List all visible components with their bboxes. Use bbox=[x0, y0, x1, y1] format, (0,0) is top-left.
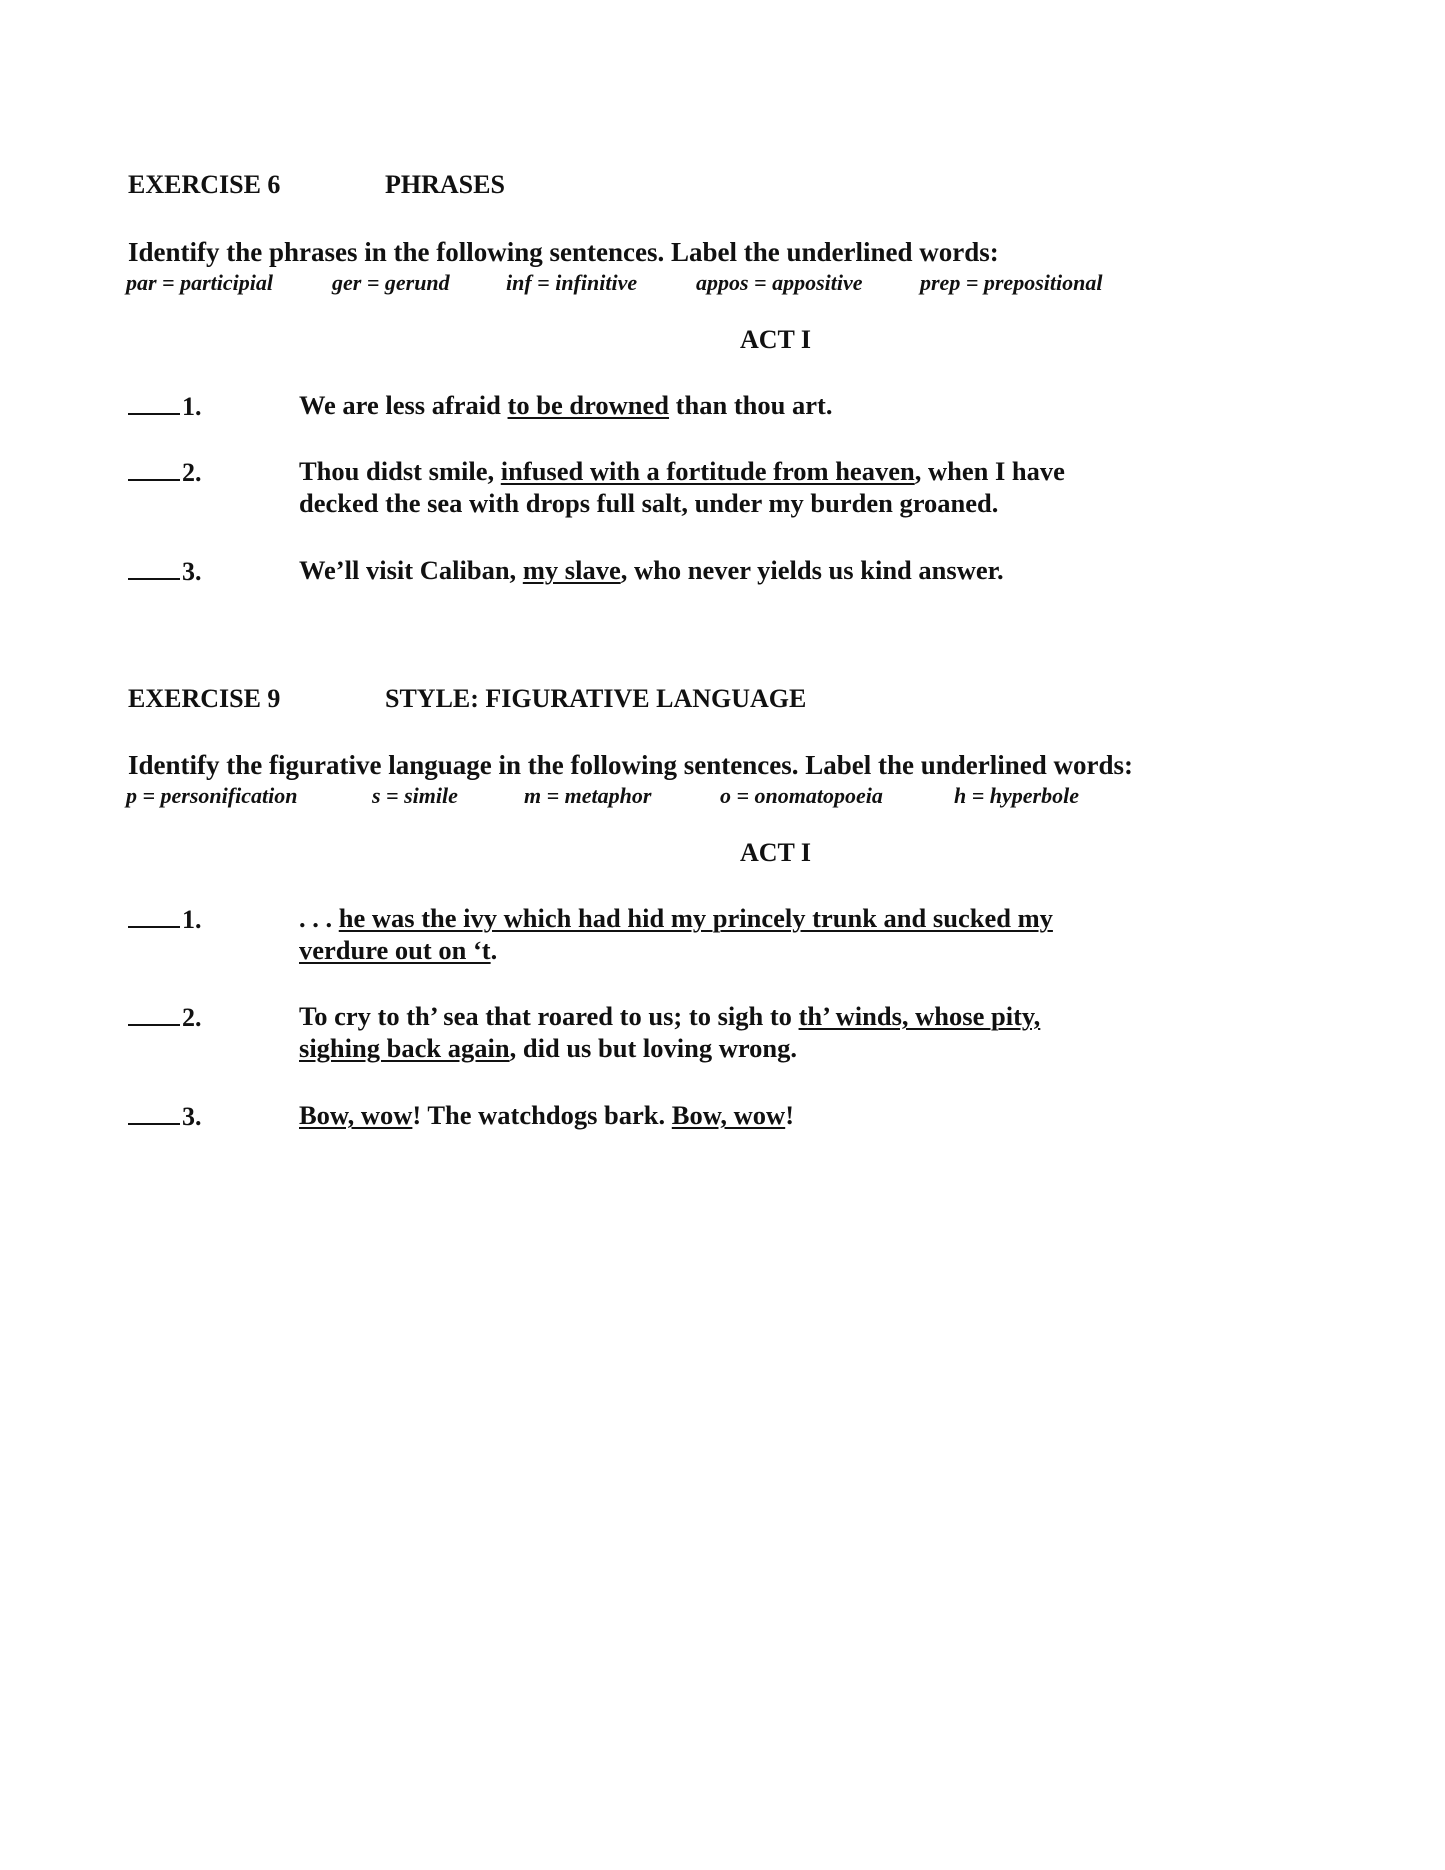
exercise-9-heading: STYLE: FIGURATIVE LANGUAGE bbox=[385, 684, 807, 713]
underlined-phrase: Bow, wow bbox=[299, 1100, 413, 1130]
exercise-6-sentence-1 bbox=[299, 389, 832, 421]
sentence-line bbox=[299, 1099, 794, 1131]
sentence-text: We’ll visit Caliban, bbox=[299, 555, 523, 585]
exercise-6-sentence-2 bbox=[299, 455, 1065, 519]
exercise-9-legend-p: p = personification bbox=[126, 783, 298, 808]
exercise-9-sentence-1 bbox=[299, 902, 1053, 966]
exercise-6-sentence-3 bbox=[299, 554, 1004, 586]
exercise-9-answer-blank-2[interactable]: 2. bbox=[128, 1002, 202, 1033]
sentence-line bbox=[299, 487, 1065, 519]
sentence-text: . . . bbox=[299, 903, 339, 933]
exercise-9-sentence-3 bbox=[299, 1099, 794, 1131]
underlined-phrase: sighing back again bbox=[299, 1033, 510, 1063]
exercise-6-legend-ger: ger = gerund bbox=[332, 270, 450, 295]
sentence-line bbox=[299, 455, 1065, 487]
exercise-6-answer-blank-1[interactable]: 1. bbox=[128, 391, 202, 422]
sentence-text: Thou didst smile, bbox=[299, 456, 501, 486]
exercise-6-act-heading: ACT I bbox=[740, 325, 812, 354]
exercise-9-act-heading: ACT I bbox=[740, 838, 812, 867]
underlined-phrase: he was the ivy which had hid my princely trunk and sucked my bbox=[338, 903, 1053, 933]
underlined-phrase: verdure out on ‘t bbox=[299, 935, 491, 965]
sentence-line bbox=[299, 389, 832, 421]
sentence-line bbox=[299, 554, 1004, 586]
exercise-9-answer-blank-3[interactable]: 3. bbox=[128, 1101, 202, 1132]
sentence-text: We are less afraid bbox=[299, 390, 508, 420]
sentence-text: ! The watchdogs bark. bbox=[412, 1100, 672, 1130]
sentence-text: decked the sea with drops full salt, under my burden groaned. bbox=[299, 488, 999, 518]
underlined-phrase: Bow, wow bbox=[671, 1100, 786, 1130]
exercise-6-answer-blank-2[interactable]: 2. bbox=[128, 457, 202, 488]
sentence-text: than thou art. bbox=[669, 390, 833, 420]
sentence-line bbox=[299, 934, 1053, 966]
exercise-9-answer-blank-1[interactable]: 1. bbox=[128, 904, 202, 935]
sentence-text: . bbox=[490, 935, 498, 965]
sentence-text: To cry to th’ sea that roared to us; to sigh to bbox=[299, 1001, 799, 1031]
sentence-line bbox=[299, 1000, 1040, 1032]
exercise-6-instruction: Identify the phrases in the following sentences. Label the underlined words: bbox=[128, 237, 999, 267]
underlined-phrase: my slave bbox=[522, 555, 621, 585]
exercise-9-instruction: Identify the figurative language in the following sentences. Label the underlined words: bbox=[128, 750, 1134, 780]
exercise-6-legend-appos: appos = appositive bbox=[696, 270, 863, 295]
sentence-text: , when I have bbox=[914, 456, 1065, 486]
exercise-6-legend-par: par = participial bbox=[126, 270, 273, 295]
exercise-6-answer-blank-3[interactable]: 3. bbox=[128, 556, 202, 587]
exercise-9-legend-o: o = onomatopoeia bbox=[720, 783, 883, 808]
exercise-6-number: EXERCISE 6 bbox=[128, 170, 281, 199]
sentence-text: ! bbox=[785, 1100, 795, 1130]
sentence-line bbox=[299, 1032, 1040, 1064]
underlined-phrase: th’ winds, whose pity, bbox=[798, 1001, 1041, 1031]
exercise-9-legend-m: m = metaphor bbox=[524, 783, 652, 808]
sentence-line bbox=[299, 902, 1053, 934]
exercise-9-sentence-2 bbox=[299, 1000, 1040, 1064]
exercise-9-number: EXERCISE 9 bbox=[128, 684, 281, 713]
sentence-text: , who never yields us kind answer. bbox=[620, 555, 1004, 585]
exercise-6-legend-prep: prep = prepositional bbox=[920, 270, 1103, 295]
underlined-phrase: infused with a fortitude from heaven bbox=[500, 456, 915, 486]
exercise-6-legend-inf: inf = infinitive bbox=[506, 270, 638, 295]
exercise-9-legend-s: s = simile bbox=[372, 783, 458, 808]
sentence-text: , did us but loving wrong. bbox=[509, 1033, 798, 1063]
underlined-phrase: to be drowned bbox=[507, 390, 670, 420]
exercise-9-legend-h: h = hyperbole bbox=[954, 783, 1079, 808]
exercise-6-heading: PHRASES bbox=[385, 170, 505, 199]
